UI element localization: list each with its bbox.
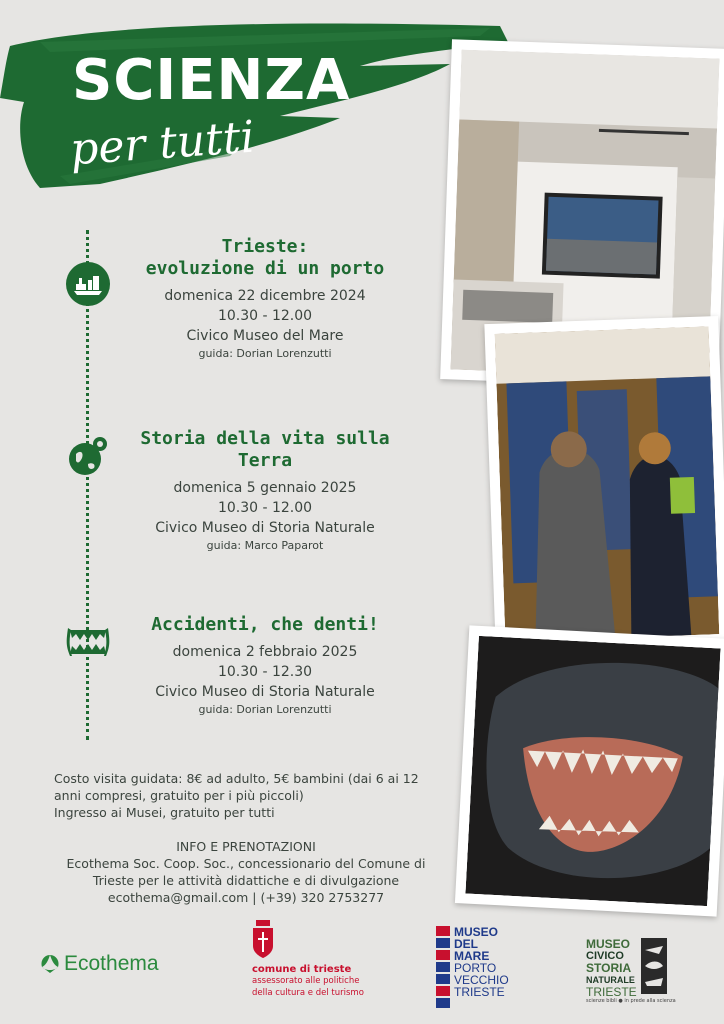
ecothema-name: Ecothema: [64, 952, 159, 975]
info-line1: Ecothema Soc. Coop. Soc., concessionario del Comune di: [66, 856, 426, 871]
museo-line1: MUSEO: [586, 937, 631, 951]
event-title-line2: evoluzione di un porto: [145, 258, 385, 279]
comune-sub1: assessorato alle politiche: [252, 976, 360, 986]
poster-title: SCIENZA: [72, 48, 351, 113]
earth-gear-icon: [66, 434, 110, 478]
info-heading: INFO E PRENOTAZIONI: [176, 839, 316, 854]
event-title-line1: Trieste:: [221, 236, 309, 257]
cost-line2: anni compresi, gratuito per i più piccoli): [54, 788, 304, 803]
museo-tagline: scienze bibli ● in prede alla scienza: [586, 998, 676, 1004]
event-1: [120, 236, 410, 362]
mdm-line6: TRIESTE: [454, 985, 505, 999]
event-guide: guida: Dorian Lorenzutti: [198, 703, 332, 716]
cost-line3: Ingresso ai Musei, gratuito per tutti: [54, 805, 275, 820]
event-venue: Civico Museo di Storia Naturale: [155, 520, 375, 536]
event-time: 10.30 - 12.30: [217, 664, 313, 680]
cost-line1: Costo visita guidata: 8€ ad adulto, 5€ bambini (dai 6 ai 12: [54, 771, 419, 786]
flags-stripe-icon: [436, 926, 450, 1010]
museo-line2: CIVICO: [586, 950, 624, 962]
comune-sub2: della cultura e del turismo: [252, 988, 364, 998]
teeth-jaw-icon: [66, 620, 110, 664]
ecothema-logo: [38, 952, 159, 976]
museo-line5: TRIESTE: [586, 985, 637, 999]
event-time: 10.30 - 12.00: [217, 308, 313, 324]
comune-name: comune di trieste: [252, 964, 352, 975]
photo-shark-jaw: [455, 625, 724, 916]
event-venue: Civico Museo del Mare: [186, 328, 344, 344]
event-date: domenica 22 dicembre 2024: [164, 288, 366, 304]
port-ships-icon: [66, 262, 110, 306]
comune-trieste-logo: [252, 920, 372, 999]
event-guide: guida: Marco Paparot: [206, 539, 324, 552]
event-date: domenica 5 gennaio 2025: [173, 480, 357, 496]
museo-storia-naturale-logo: [586, 938, 696, 1004]
mdm-line3: MARE: [454, 949, 490, 963]
animals-icon: [641, 938, 667, 994]
poster-subtitle: per tutti: [68, 111, 257, 176]
mdm-line2: DEL: [454, 937, 478, 951]
event-time: 10.30 - 12.00: [217, 500, 313, 516]
event-2: [120, 428, 410, 554]
event-title: Accidenti, che denti!: [151, 614, 379, 635]
leaf-icon: [38, 953, 62, 975]
cost-info: [54, 770, 434, 821]
mdm-line5: VECCHIO: [454, 973, 509, 987]
museo-line3: STORIA: [586, 961, 632, 975]
info-line2: Trieste per le attività didattiche e di divulgazione: [92, 873, 400, 888]
event-date: domenica 2 febbraio 2025: [172, 644, 358, 660]
info-contact[interactable]: ecothema@gmail.com | (+39) 320 2753277: [107, 890, 385, 905]
photo-visitors-cabinets: [484, 316, 724, 652]
museo-line4: NATURALE: [586, 975, 635, 985]
event-title-line1: Storia della vita sulla: [140, 428, 390, 449]
event-title-line2: Terra: [237, 450, 293, 471]
museo-del-mare-logo: [436, 926, 509, 1010]
event-3: [120, 614, 410, 718]
mdm-line1: MUSEO: [454, 925, 499, 939]
booking-info: [54, 838, 438, 906]
event-guide: guida: Dorian Lorenzutti: [198, 347, 332, 360]
mdm-line4: PORTO: [454, 961, 497, 975]
event-venue: Civico Museo di Storia Naturale: [155, 684, 375, 700]
crest-icon: [252, 920, 274, 960]
